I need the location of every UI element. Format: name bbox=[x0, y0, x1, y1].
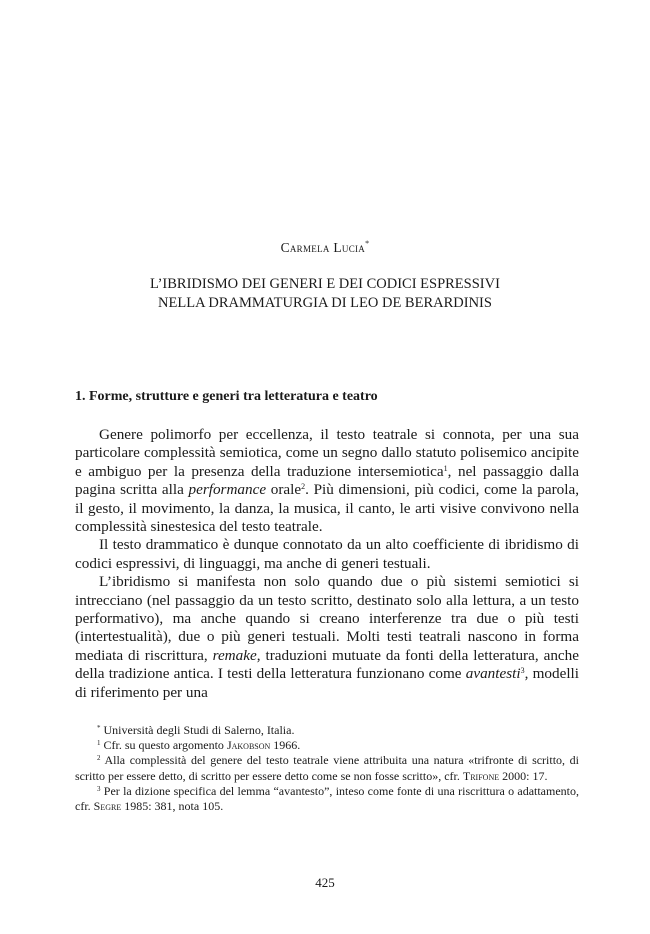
footnote-ref-2: 2 bbox=[301, 482, 306, 492]
performance-italic: performance bbox=[188, 481, 267, 499]
footnote-author bbox=[75, 723, 579, 738]
section-heading: 1. Forme, strutture e generi tra letteratura e teatro bbox=[75, 389, 378, 404]
footnote-text: Cfr. su questo argomento bbox=[103, 738, 227, 753]
body-text bbox=[75, 426, 579, 702]
footnote-author-ref: Trifone bbox=[462, 768, 500, 783]
footnote-text: Alla complessità del genere del testo teatrale viene attribuita una natura «trifronte di scritto, di scritto per essere detto, di scritto per essere detto come se non fosse scritto», cfr. bbox=[75, 753, 579, 783]
chapter-title-line-1: L’IBRIDISMO DEI GENERI E DEI CODICI ESPRESSIVI bbox=[150, 276, 500, 292]
footnote-author-ref: Jakobson bbox=[226, 738, 271, 753]
footnote-2 bbox=[75, 753, 579, 783]
footnote-ref-3: 3 bbox=[520, 666, 525, 676]
paragraph-1-text-d: . Più dimensioni, più codici, come la parola, il gesto, il movimento, la danza, la musica, il canto, le arti visive convivono nella complessità sinestesica del testo teatrale. bbox=[75, 481, 579, 536]
paragraph-1-text-b: , nel passaggio dalla pagina scritta alla bbox=[75, 462, 579, 499]
author-name bbox=[0, 239, 650, 256]
author-footnote-mark: * bbox=[365, 239, 370, 248]
chapter-title bbox=[90, 275, 560, 313]
footnote-1 bbox=[75, 738, 579, 753]
footnotes bbox=[75, 723, 579, 814]
paragraph-3 bbox=[75, 573, 579, 702]
footnote-text: Per la dizione specifica del lemma “avantesto”, inteso come fonte di una riscrittura o adattamento, cfr. bbox=[75, 783, 580, 814]
footnote-3 bbox=[75, 784, 579, 814]
footnote-tail: 1966. bbox=[270, 738, 301, 753]
footnote-text: Università degli Studi di Salerno, Italia. bbox=[103, 723, 295, 737]
paragraph-1 bbox=[75, 426, 579, 536]
paragraph-3-text-c: , modelli di riferimento per una bbox=[75, 665, 579, 701]
remake-italic: remake bbox=[212, 646, 257, 664]
paragraph-1-text-a: Genere polimorfo per eccellenza, il testo teatrale si connota, per una sua particolare complessità semiotica, come un segno dallo statuto polisemico ancipite e ambiguo per la presenza della traduzione intersemiotica bbox=[75, 426, 579, 480]
footnote-tail: 2000: 17. bbox=[499, 768, 548, 783]
author-name-text: Carmela Lucia bbox=[280, 240, 366, 255]
paragraph-1-text-c: orale bbox=[266, 481, 302, 499]
footnote-tail: 1985: 381, nota 105. bbox=[121, 799, 224, 814]
footnote-ref-1: 1 bbox=[443, 463, 448, 473]
avantesti-italic: avantesti bbox=[465, 665, 521, 683]
paragraph-3-text-a: L’ibridismo si manifesta non solo quando due o più sistemi semiotici si intrecciano (nel passaggio da un testo scritto, destinato solo alla lettura, a un testo performativo), ma anche quando si creano interferenze tra due o più testi (intertestualità), due o più generi testuali. Molti testi teatrali nascono in forma mediata di riscrittura, bbox=[75, 573, 579, 664]
chapter-title-line-2: NELLA DRAMMATURGIA DI LEO DE BERARDINIS bbox=[158, 295, 492, 311]
paragraph-2: Il testo drammatico è dunque connotato da un alto coefficiente di ibridismo di codici espressivi, di linguaggi, ma anche di generi testuali. bbox=[75, 536, 579, 572]
footnote-mark: 3 bbox=[97, 784, 101, 793]
footnote-author-ref: Segre bbox=[93, 799, 122, 814]
footnote-mark: 1 bbox=[97, 739, 101, 748]
page-number: 425 bbox=[315, 875, 335, 890]
footnote-mark: 2 bbox=[97, 754, 101, 763]
footnote-mark: * bbox=[97, 724, 101, 732]
paragraph-3-text-b: , traduzioni mutuate da fonti della letteratura, anche della tradizione antica. I testi della letteratura funzionano come bbox=[75, 646, 580, 683]
